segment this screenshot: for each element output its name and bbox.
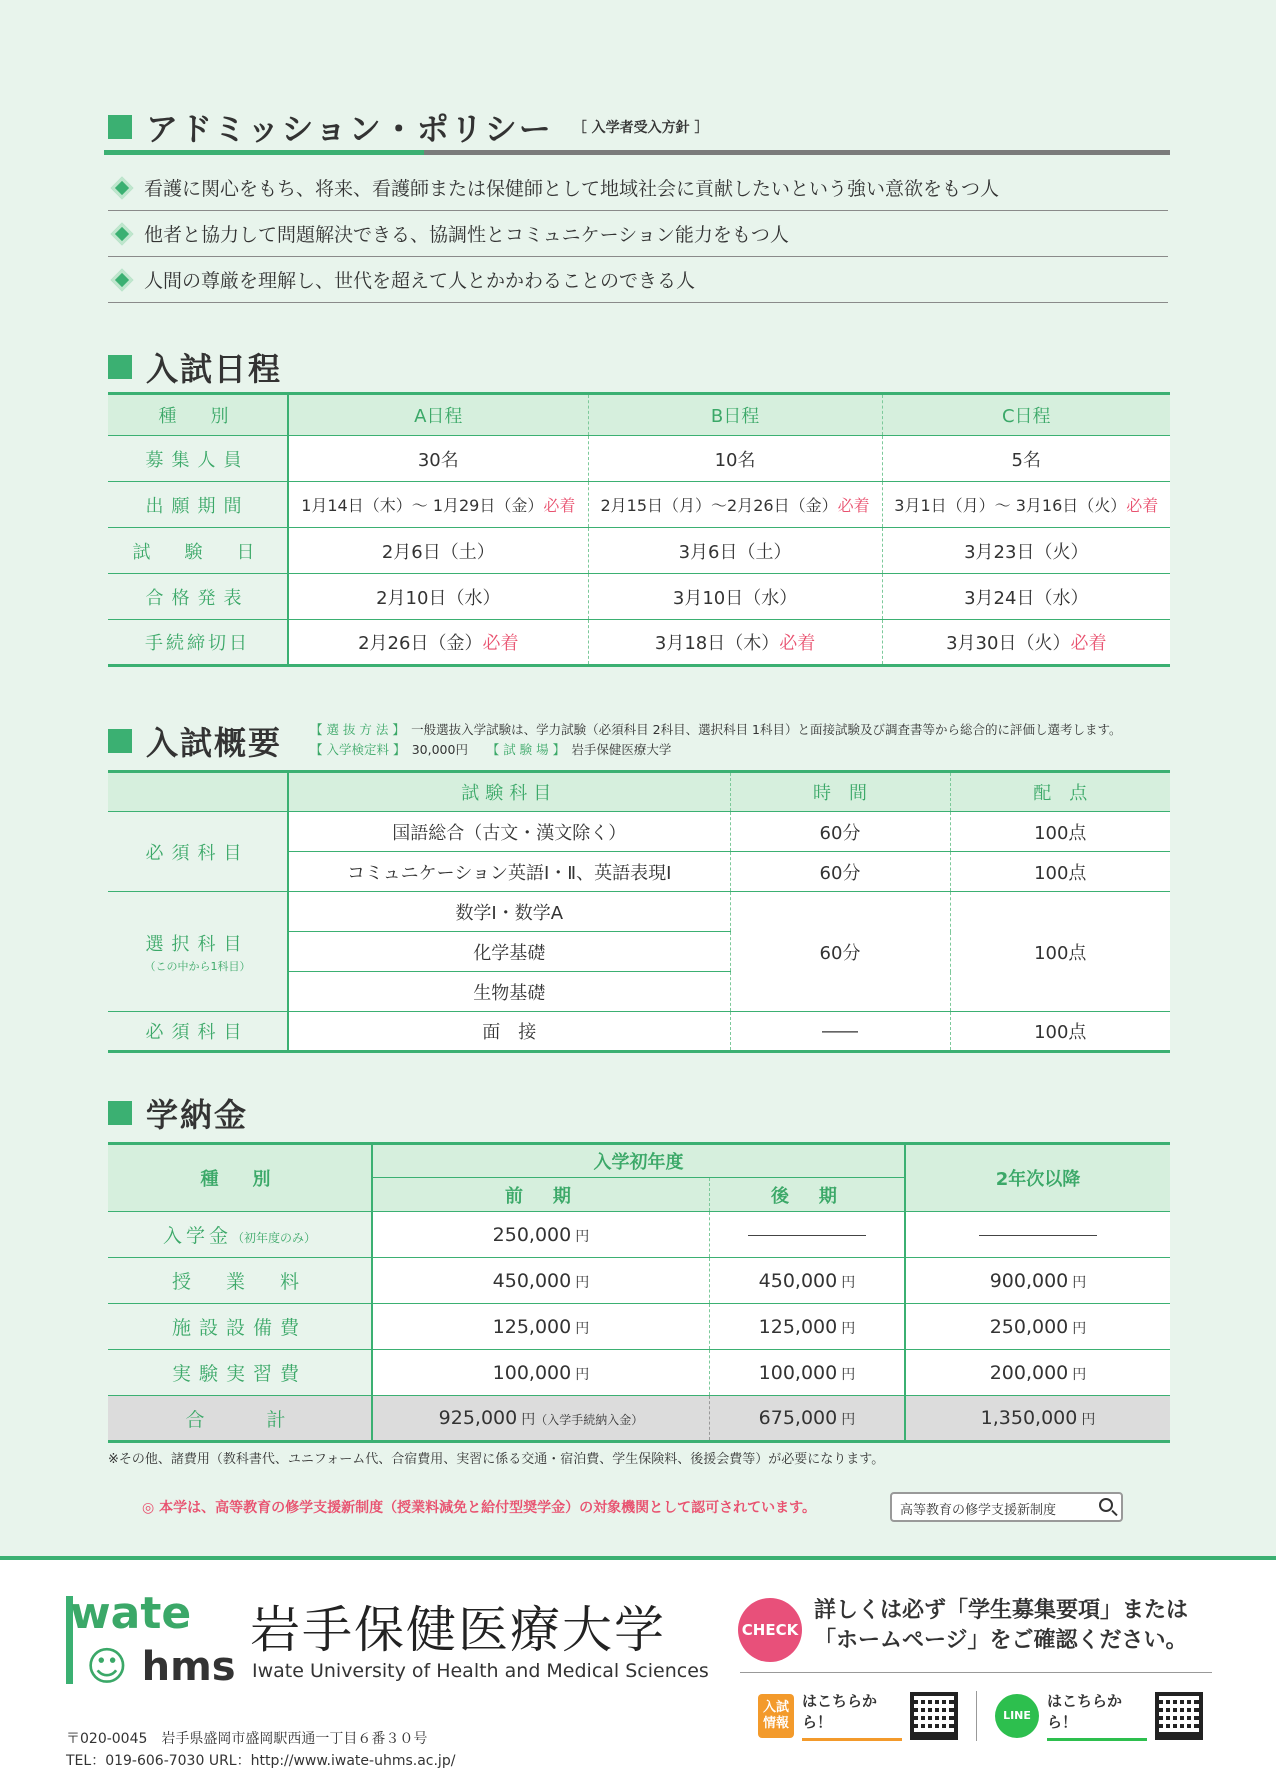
check-badge: CHECK bbox=[738, 1598, 802, 1662]
table-row: 施設設備費 125,000 円 125,000 円 250,000 円 bbox=[108, 1304, 1170, 1350]
table-row: 試 験 日 2月6日（土） 3月6日（土） 3月23日（火） bbox=[108, 528, 1170, 574]
table-row: コミュニケーション英語Ⅰ・Ⅱ、英語表現Ⅰ 60分 100点 bbox=[108, 852, 1170, 892]
not-applicable-line bbox=[979, 1235, 1097, 1236]
table-row: 必須科目 面 接 ―― 100点 bbox=[108, 1012, 1170, 1052]
table-header-row: 種 別 入学初年度 2年次以降 bbox=[108, 1144, 1170, 1178]
table-header-row: 前 期 後 期 bbox=[108, 1178, 1170, 1212]
table-total-row: 合 計 925,000 円（入学手続納入金） 675,000 円 1,350,000 円 bbox=[108, 1396, 1170, 1442]
table-header-row: 試験科目 時 間 配 点 bbox=[108, 772, 1170, 812]
heading-square-icon bbox=[108, 115, 132, 139]
divider bbox=[976, 1691, 977, 1741]
schedule-heading bbox=[108, 344, 282, 390]
table-row: 募集人員 30名 10名 5名 bbox=[108, 436, 1170, 482]
table-row: 授 業 料 450,000 円 450,000 円 900,000 円 bbox=[108, 1258, 1170, 1304]
exam-info-badge: 入試情報 bbox=[758, 1694, 794, 1738]
policy-subtitle: ［ 入学者受入方針 ］ bbox=[572, 120, 709, 136]
diamond-icon bbox=[111, 176, 134, 199]
table-row: 合格発表 2月10日（水） 3月10日（水） 3月24日（水） bbox=[108, 574, 1170, 620]
check-message: 詳しくは必ず「学生募集要項」または 「ホームページ」をご確認ください。 bbox=[814, 1598, 1189, 1653]
diamond-icon bbox=[111, 222, 134, 245]
qr-links bbox=[758, 1690, 1203, 1741]
heading-square-icon bbox=[108, 355, 132, 379]
qr-code-icon[interactable] bbox=[1155, 1692, 1203, 1740]
schedule-title: 入試日程 bbox=[146, 350, 283, 388]
overview-heading bbox=[108, 718, 282, 764]
search-input[interactable]: 高等教育の修学支援新制度 bbox=[890, 1492, 1123, 1522]
footer bbox=[0, 1556, 1276, 1790]
table-row: 実験実習費 100,000 円 100,000 円 200,000 円 bbox=[108, 1350, 1170, 1396]
tuition-title: 学納金 bbox=[146, 1096, 249, 1134]
table-row: 手続締切日 2月26日（金）必着 3月18日（木）必着 3月30日（火）必着 bbox=[108, 620, 1170, 666]
university-name-en: Iwate University of Health and Medical Sciences bbox=[252, 1660, 709, 1682]
list-item: 他者と協力して問題解決できる、協調性とコミュニケーション能力をもつ人 bbox=[108, 211, 1168, 257]
heading-square-icon bbox=[108, 1101, 132, 1125]
qr-code-icon[interactable] bbox=[910, 1692, 958, 1740]
tuition-heading bbox=[108, 1090, 248, 1136]
support-notice: ◎ 本学は、高等教育の修学支援新制度（授業料減免と給付型奨学金）の対象機関として認可されています。 bbox=[142, 1500, 816, 1516]
divider bbox=[740, 1672, 1212, 1673]
overview-title: 入試概要 bbox=[146, 724, 283, 762]
policy-heading bbox=[108, 104, 708, 150]
fee-note: ※その他、諸費用（教科書代、ユニフォーム代、合宿費用、実習に係る交通・宿泊費、学生保険料、後援会費等）が必要になります。 bbox=[108, 1452, 885, 1467]
list-item: 人間の尊厳を理解し、世代を超えて人とかかわることのできる人 bbox=[108, 257, 1168, 303]
search-icon bbox=[1099, 1498, 1113, 1512]
diamond-icon bbox=[111, 268, 134, 291]
table-row: 必須科目 国語総合（古文・漢文除く） 60分 100点 bbox=[108, 812, 1170, 852]
university-name: 岩手保健医療大学 bbox=[250, 1601, 666, 1659]
heading-square-icon bbox=[108, 729, 132, 753]
policy-rule bbox=[104, 150, 1170, 155]
exam-info-link[interactable]: はこちらから！ bbox=[802, 1690, 902, 1741]
table-header-row: 種 別 A日程 B日程 C日程 bbox=[108, 394, 1170, 436]
tuition-table bbox=[108, 1142, 1170, 1443]
line-icon: LINE bbox=[995, 1694, 1039, 1738]
list-item: 看護に関心をもち、将来、看護師または保健師として地域社会に貢献したいという強い意欲をもつ人 bbox=[108, 165, 1168, 211]
overview-info: 【 選 抜 方 法 】 一般選抜入学試験は、学力試験（必須科目 2科目、選択科目 1科目）と面接試験及び調査書等から総合的に評価し選考します。 【 入学検定料 】 30,000円 【 試 験 場 】 岩手保健医療大学 bbox=[310, 722, 1122, 757]
table-row: 化学基礎 bbox=[108, 932, 1170, 972]
address: 〒020-0045 岩手県盛岡市盛岡駅西通一丁目６番３０号 TEL：019-606-7030 URL：http://www.iwate-uhms.ac.jp/ bbox=[66, 1731, 456, 1769]
overview-table bbox=[108, 770, 1170, 1053]
policy-list bbox=[108, 165, 1168, 303]
not-applicable-line bbox=[748, 1235, 866, 1236]
table-row: 入学金（初年度のみ） 250,000 円 bbox=[108, 1212, 1170, 1258]
table-row: 出願期間 1月14日（木）～ 1月29日（金）必着 2月15日（月）～2月26日（金）必着 3月1日（月）～ 3月16日（火）必着 bbox=[108, 482, 1170, 528]
table-row: 選択科目 （この中から1科目） 数学Ⅰ・数学A 60分 100点 bbox=[108, 892, 1170, 932]
line-link[interactable]: はこちらから！ bbox=[1047, 1690, 1147, 1741]
logo-hms: ☺ hms bbox=[86, 1644, 236, 1690]
table-row: 生物基礎 bbox=[108, 972, 1170, 1012]
schedule-table bbox=[108, 392, 1170, 667]
policy-title: アドミッション・ポリシー bbox=[146, 110, 553, 148]
logo: wate bbox=[70, 1588, 192, 1639]
